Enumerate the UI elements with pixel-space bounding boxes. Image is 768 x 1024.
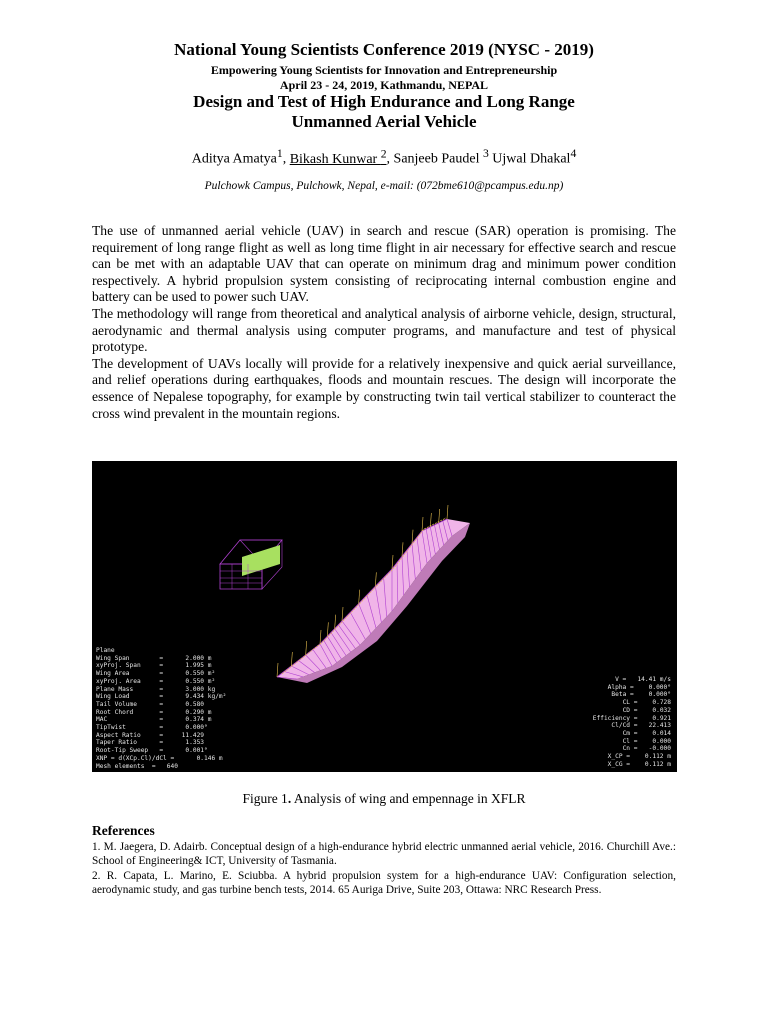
plane-info-row: Mesh elements = 640 xyxy=(96,762,178,770)
force-vector xyxy=(430,513,431,527)
aero-row: Cl/Cd = 22.413 xyxy=(611,722,671,730)
aero-row: Efficiency = 0.921 xyxy=(592,714,671,722)
plane-info-row: xyProj. Area = 0.550 m² xyxy=(96,677,216,685)
plane-info-row: Root-Tip Sweep = 0.001° xyxy=(96,747,208,755)
force-vector xyxy=(359,590,360,604)
plane-info-panel xyxy=(96,647,266,770)
author-1-affil: 1 xyxy=(276,147,283,160)
wing xyxy=(277,505,470,683)
figure-caption-text: Analysis of wing and empennage in XFLR xyxy=(291,791,526,806)
aero-row: CL = 0.728 xyxy=(622,699,671,707)
author-3-affil: 3 xyxy=(482,147,489,160)
aero-row: Beta = 0.000° xyxy=(611,691,671,699)
plane-info-row: Wing Span = 2.000 m xyxy=(96,654,212,662)
empennage xyxy=(220,540,282,589)
paper-title-line1: Design and Test of High Endurance and Long Range xyxy=(193,92,575,111)
plane-info-row: Plane Mass = 3.000 kg xyxy=(96,685,216,693)
figure-caption xyxy=(0,791,768,807)
abstract xyxy=(92,223,676,422)
plane-info-row: Plane xyxy=(96,647,115,654)
force-vector xyxy=(342,607,343,621)
aero-row: Cm = 0.014 xyxy=(622,729,671,737)
plane-info-row: Wing Area = 0.550 m² xyxy=(96,670,216,678)
aero-row: Cn = -0.000 xyxy=(622,745,671,753)
plane-info-row: Wing Load = 9.434 kg/m² xyxy=(96,693,227,701)
author-2-affil: 2 xyxy=(380,147,387,160)
abstract-paragraph: The development of UAVs locally will provide for a relatively inexpensive and quick aerial surveillance, and relief operations during earthquakes, floods and mountain rescues. The design will incorporate the essence of Nepalese topography, for example by constructing twin tail vertical stabilizer to counteract the cross wind prevalent in the mountain regions. xyxy=(92,355,676,421)
author-4-affil: 4 xyxy=(570,147,577,160)
author-list xyxy=(0,147,768,168)
paper-title xyxy=(0,92,768,132)
force-vector xyxy=(375,572,376,586)
author-separator: , xyxy=(282,151,290,167)
plane-info-row: Aspect Ratio = 11.429 xyxy=(96,731,205,739)
force-vector xyxy=(335,615,336,629)
figure-caption-label: Figure 1 xyxy=(242,791,288,806)
aero-row: V = 14.41 m/s xyxy=(615,676,671,683)
force-vector xyxy=(412,530,413,544)
force-vector xyxy=(402,542,403,556)
plane-info-row: xyProj. Span = 1.995 m xyxy=(96,662,212,670)
plane-info-row: Root Chord = 0.290 m xyxy=(96,708,212,716)
conference-subtitle: Empowering Young Scientists for Innovation and Entrepreneurship xyxy=(210,63,558,77)
reference-item: 1. M. Jaegera, D. Adairb. Conceptual design of a high-endurance hybrid electric unmanned aerial vehicle, 2016. Churchill Ave.: School of Engineering& ICT, University of Tasmania. xyxy=(92,841,676,868)
conference-title: National Young Scientists Conference 2019 (NYSC - 2019) xyxy=(174,40,594,59)
plane-info-row: MAC = 0.374 m xyxy=(96,716,212,724)
affiliation: Pulchowk Campus, Pulchowk, Nepal, e-mail: (072bme610@pcampus.edu.np) xyxy=(204,180,564,192)
aero-row: Cl = 0.000 xyxy=(622,737,671,745)
plane-info-row: TipTwist = 0.000° xyxy=(96,724,208,732)
author-1: Aditya Amatya xyxy=(191,151,277,167)
force-vector xyxy=(392,555,393,569)
figure-caption-dot: . xyxy=(287,791,292,806)
aero-row: Alpha = 0.000° xyxy=(607,683,671,691)
abstract-paragraph: The methodology will range from theoretical and analytical analysis of airborne vehicle, design, structural, aerodynamic and thermal analysis using computer programs, and manufacture and test of physical prototype. xyxy=(92,305,676,355)
force-vector xyxy=(439,509,440,523)
author-4: Ujwal Dhakal xyxy=(488,151,571,167)
xflr-figure xyxy=(92,461,677,772)
plane-info-row: Tail Volume = 0.580 xyxy=(96,700,205,708)
author-3: , Sanjeeb Paudel xyxy=(386,151,483,167)
force-vector xyxy=(447,505,448,519)
aero-row: X_CG = 0.112 m xyxy=(607,760,671,768)
references-heading: References xyxy=(92,823,155,838)
aero-coefficients-panel xyxy=(571,676,671,768)
paper-title-line2: Unmanned Aerial Vehicle xyxy=(291,112,477,131)
force-vector xyxy=(277,663,278,677)
force-vector xyxy=(291,652,292,666)
reference-item: 2. R. Capata, L. Marino, E. Sciubba. A hybrid propulsion system for a high-endurance UAV: Configuration selection, aerodynamic study, and gas turbine bench tests, 2014. 65 Auriga Drive, Suite 203, Ottawa: NRC Research Press. xyxy=(92,869,676,897)
force-vector xyxy=(306,641,307,655)
conference-date-place: April 23 - 24, 2019, Kathmandu, NEPAL xyxy=(279,78,489,92)
author-2-name: Bikash Kunwar xyxy=(289,151,381,167)
author-2 xyxy=(289,147,387,167)
force-vector xyxy=(320,630,321,644)
aero-row: CD = 0.032 xyxy=(622,706,671,714)
references-list xyxy=(92,840,676,898)
plane-info-row: Taper Ratio = 1.353 xyxy=(96,739,205,747)
abstract-paragraph: The use of unmanned aerial vehicle (UAV) in search and rescue (SAR) operation is promising. The requirement of long range flight as well as long time flight in air necessary for effective search and rescue can be met with an adaptable UAV that can operate on minimum drag and minimum power condition respectively. A hybrid propulsion system consisting of reciprocating internal combustion engine and battery can be used to power such UAV. xyxy=(92,223,676,305)
plane-info-row: XNP = d(XCp.Cl)/dCl = 0.146 m xyxy=(96,754,223,762)
aero-row: X_CP = 0.112 m xyxy=(607,753,671,761)
force-vector xyxy=(327,622,328,636)
force-vector xyxy=(422,517,423,531)
